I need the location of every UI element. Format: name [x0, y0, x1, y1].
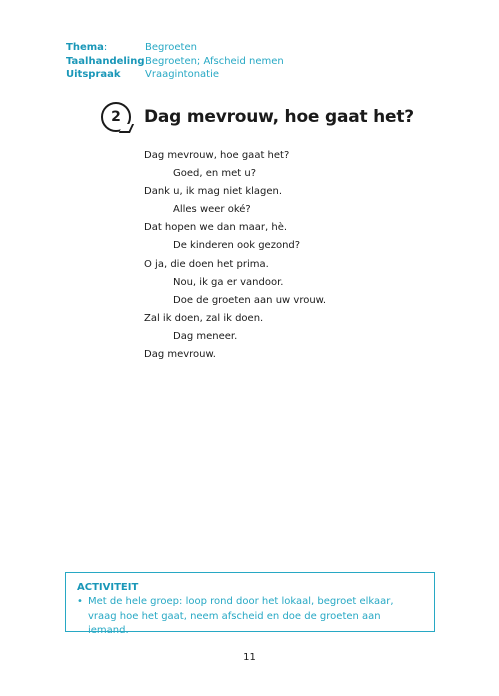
page-number: 11	[243, 652, 256, 663]
meta-value-taalhandeling: Begroeten; Afscheid nemen	[145, 55, 284, 67]
meta-row-uitspraak	[66, 68, 284, 82]
dialogue-line: Dag meneer.	[173, 330, 238, 342]
lesson-meta	[66, 41, 284, 82]
section-number: 2	[111, 109, 121, 125]
activity-item	[77, 595, 424, 639]
dialogue-line: Goed, en met u?	[173, 168, 257, 180]
section-heading	[101, 102, 414, 132]
activity-box	[65, 572, 435, 636]
dialogue-line: Doe de groeten aan uw vrouw.	[173, 294, 327, 306]
meta-value-uitspraak: Vraagintonatie	[145, 69, 220, 80]
speech-bubble-number-icon	[101, 102, 131, 132]
dialogue-line: Dag mevrouw.	[144, 349, 216, 361]
dialogue-line: Nou, ik ga er vandoor.	[173, 276, 284, 288]
dialogue	[144, 147, 326, 364]
bullet-icon: •	[77, 596, 83, 607]
section-title: Dag mevrouw, hoe gaat het?	[144, 107, 414, 127]
meta-label-taalhandeling: Taalhandeling	[66, 55, 145, 67]
dialogue-line: O ja, die doen het prima.	[144, 258, 269, 270]
meta-label-uitspraak: Uitspraak	[66, 69, 121, 80]
activity-title: ACTIVITEIT	[77, 582, 139, 593]
meta-value-thema: Begroeten	[145, 42, 197, 53]
dialogue-line: Zal ik doen, zal ik doen.	[144, 312, 264, 324]
dialogue-line: De kinderen ook gezond?	[173, 240, 301, 252]
dialogue-line: Dank u, ik mag niet klagen.	[144, 186, 283, 198]
meta-row-thema	[66, 41, 284, 55]
dialogue-line: Alles weer oké?	[173, 204, 251, 216]
dialogue-line: Dat hopen we dan maar, hè.	[144, 222, 288, 234]
activity-text: Met de hele groep: loop rond door het lokaal, begroet elkaar, vraag hoe het gaat, neem afscheid en doe de groeten aan iemand.	[88, 596, 394, 636]
meta-label-thema: Thema:	[66, 42, 108, 53]
dialogue-line: Dag mevrouw, hoe gaat het?	[144, 150, 290, 161]
meta-row-taalhandeling	[66, 55, 284, 69]
